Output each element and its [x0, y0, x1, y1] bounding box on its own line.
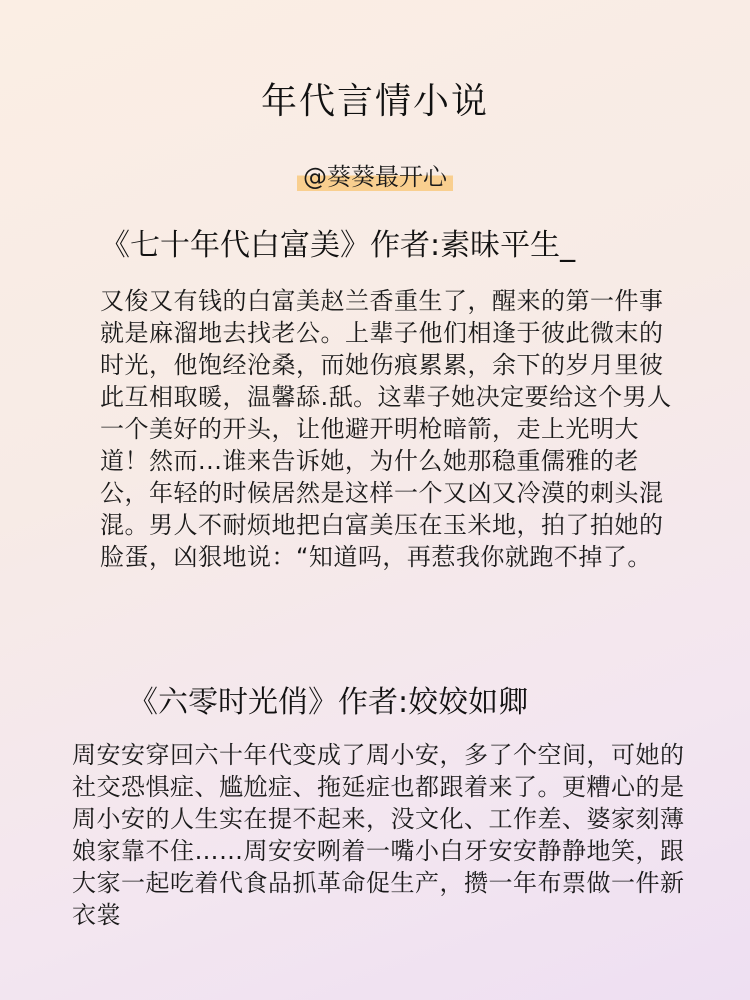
page-title: 年代言情小说	[260, 81, 489, 122]
author-handle	[0, 160, 750, 194]
book-title-2: 《六零时光俏》作者:姣姣如卿	[128, 685, 529, 720]
book-synopsis-1: 又俊又有钱的白富美赵兰香重生了，醒来的第一件事就是麻溜地去找老公。上辈子他们相逢于彼此微末的时光，他饱经沧桑，而她伤痕累累，余下的岁月里彼此互相取暖，温馨舔.舐。这辈子她决定要给这个男人一个美好的开头，让他避开明枪暗箭，走上光明大道！然而...谁来告诉她，为什么她那稳重儒雅的老公，年轻的时候居然是这样一个又凶又冷漠的刺头混混。男人不耐烦地把白富美压在玉米地，拍了拍她的脸蛋，凶狠地说：“知道吗，再惹我你就跑不掉了。	[100, 287, 672, 571]
book-title-1: 《七十年代白富美》作者:素昧平生_	[100, 228, 576, 263]
author-handle-text: @葵葵最开心	[297, 163, 453, 191]
book-synopsis-2: 周安安穿回六十年代变成了周小安，多了个空间，可她的社交恐惧症、尴尬症、拖延症也都跟着来了。更糟心的是周小安的人生实在提不起来，没文化、工作差、婆家刻薄娘家靠不住……周安安咧着一嘴小白牙安安静静地笑，跟大家一起吃着代食品抓革命促生产，攒一年布票做一件新衣裳	[72, 741, 685, 929]
